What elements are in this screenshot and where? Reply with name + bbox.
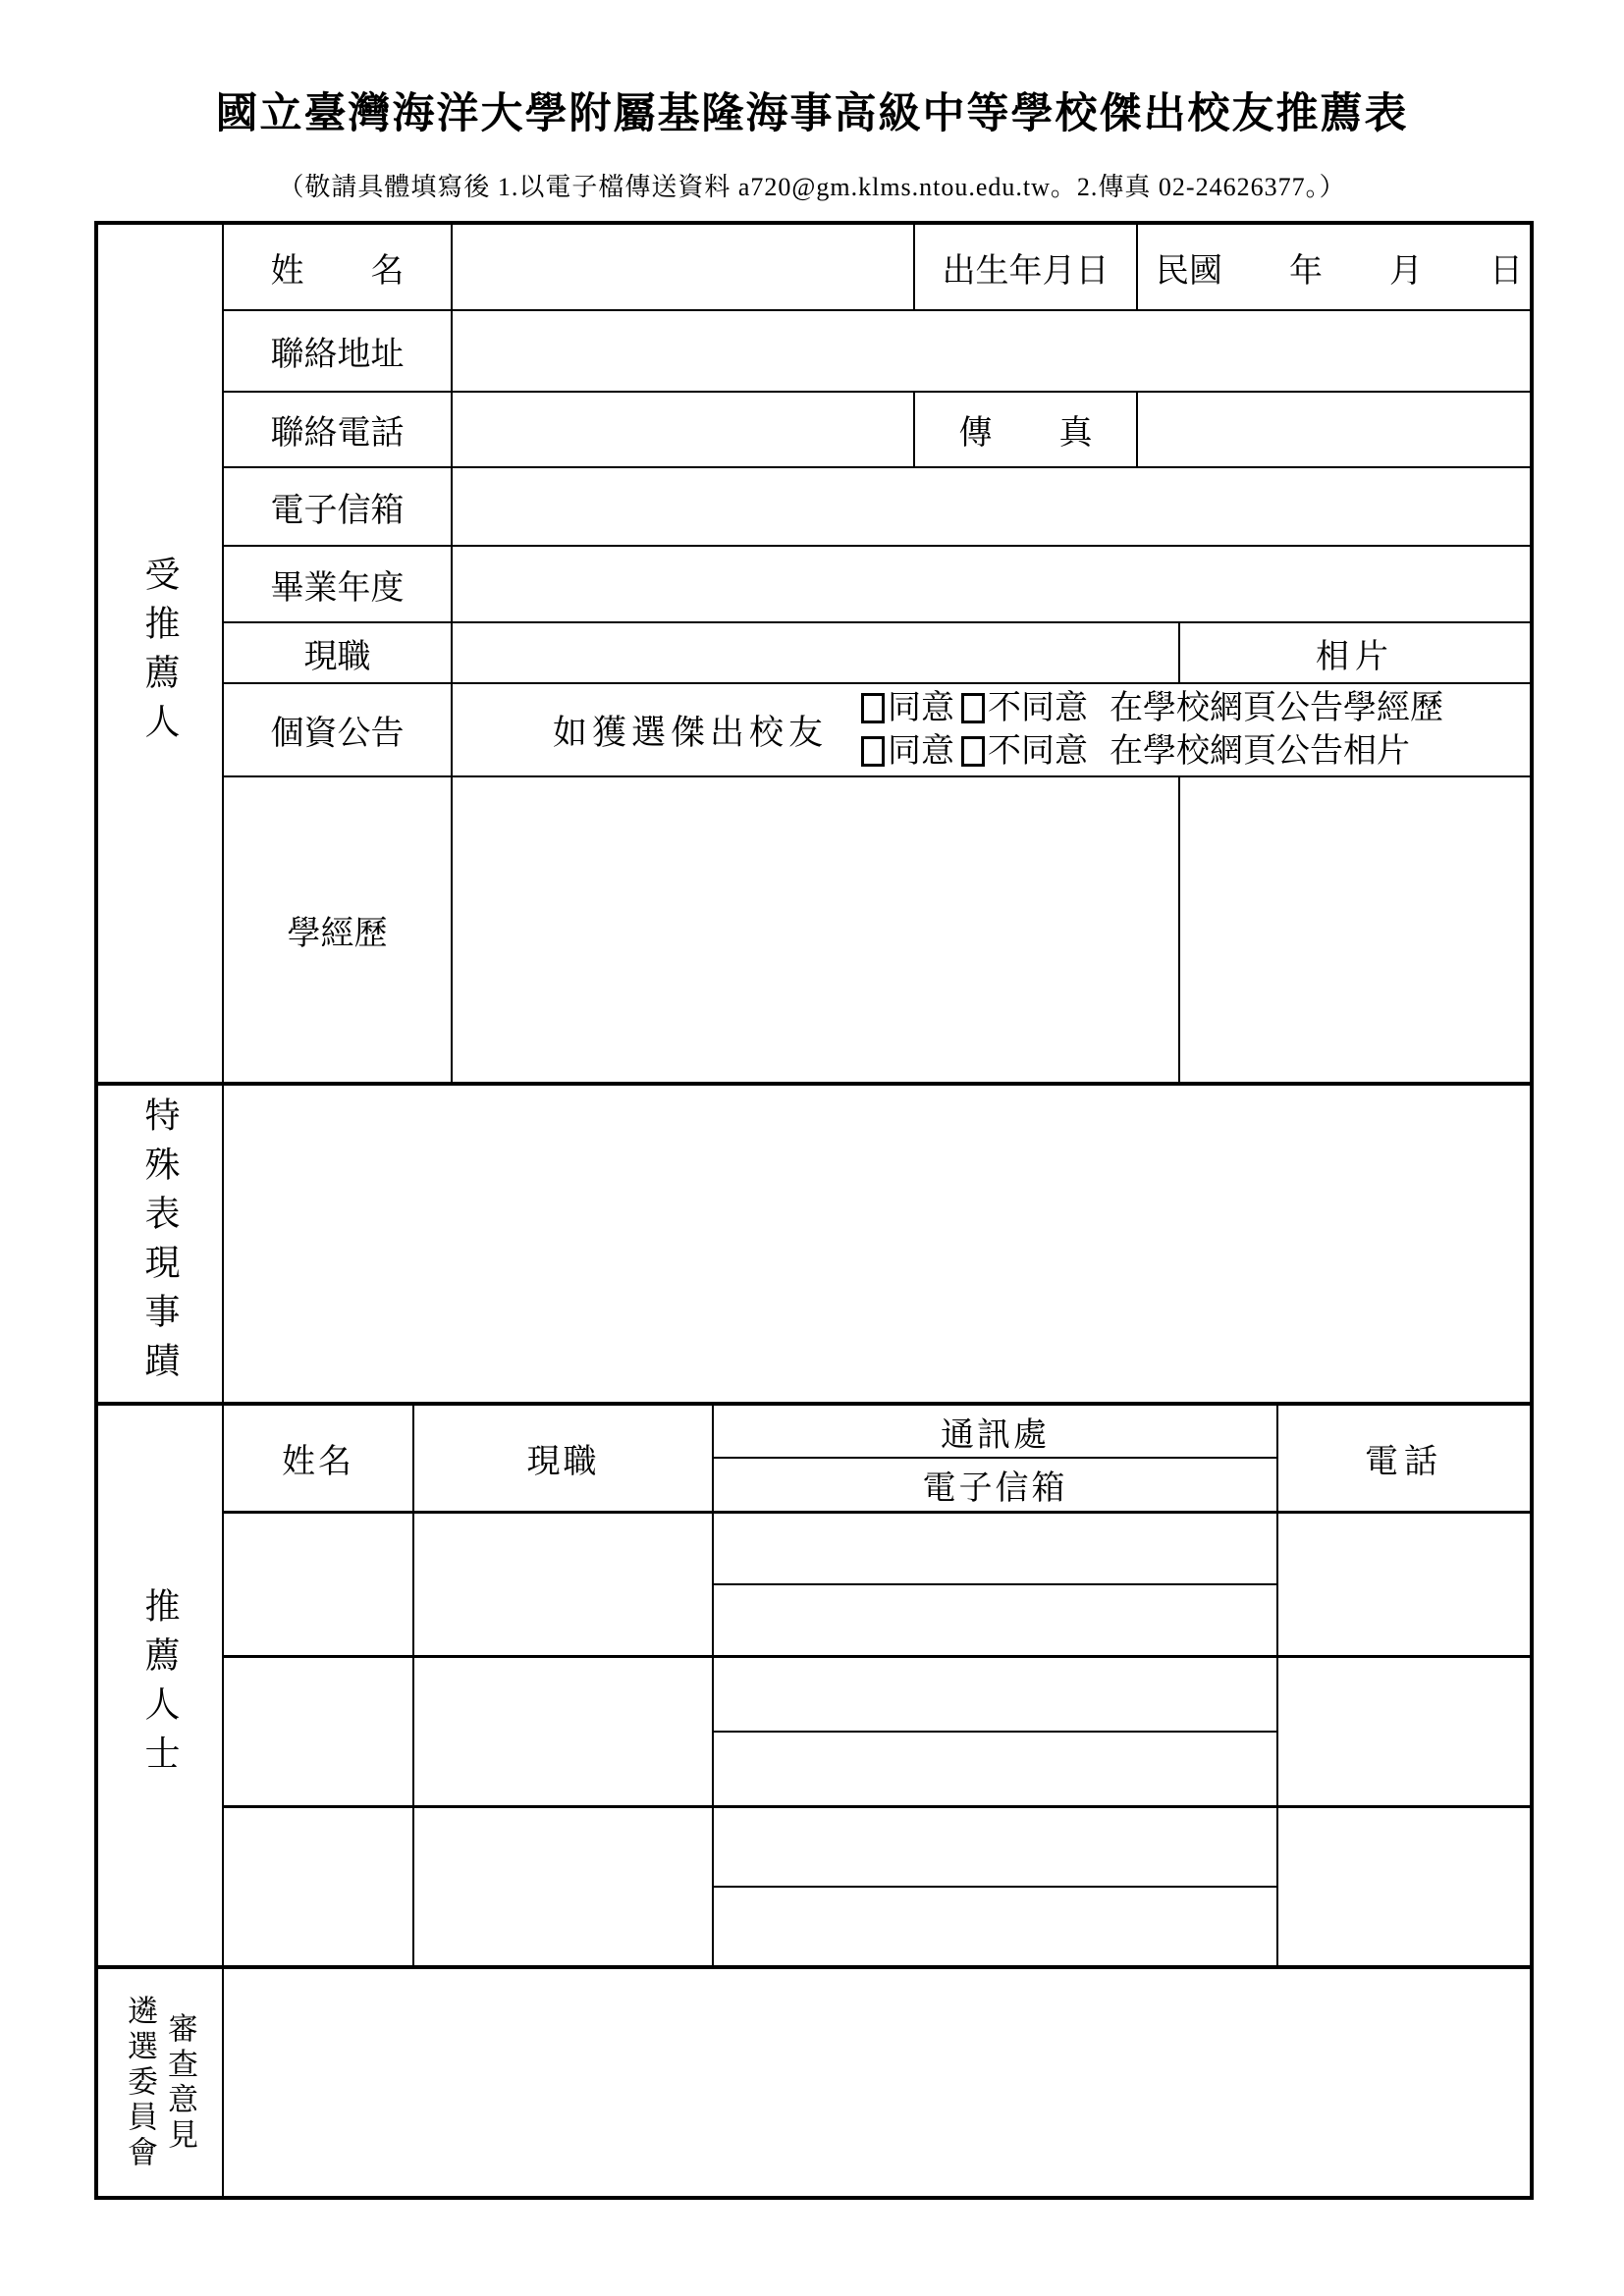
recommender-phone-field[interactable]	[1278, 1514, 1530, 1655]
email-row	[224, 468, 1530, 547]
nominee-section-label: 受推薦人	[140, 555, 180, 752]
resume-row	[224, 777, 1530, 1082]
committee-label-line2: 審查意見	[163, 2011, 197, 2154]
address-field[interactable]	[453, 311, 1530, 391]
recommender-job-field[interactable]	[414, 1658, 714, 1805]
privacy-intro: 如獲選傑出校友	[552, 713, 828, 752]
current-job-label: 現職	[224, 623, 453, 682]
current-job-field[interactable]	[453, 623, 1180, 682]
photo-area-extension[interactable]	[1180, 777, 1530, 1082]
achievements-field[interactable]	[224, 1086, 1530, 1402]
current-job-row	[224, 623, 1530, 684]
address-row	[224, 311, 1530, 393]
privacy-label: 個資公告	[224, 684, 453, 775]
committee-comments-field[interactable]	[224, 1969, 1530, 2196]
recommender-contact-header-group	[714, 1406, 1278, 1511]
nominee-section	[98, 225, 1530, 1086]
recommenders-section	[98, 1406, 1530, 1969]
recommender-contact-group	[714, 1808, 1278, 1965]
recommender-email-field[interactable]	[714, 1888, 1276, 1965]
name-field[interactable]	[453, 225, 915, 309]
email-field[interactable]	[453, 468, 1530, 545]
achievements-section-label: 特殊表現事蹟	[140, 1096, 180, 1391]
committee-section	[98, 1969, 1530, 2196]
agree-label: 同意	[888, 689, 954, 726]
phone-row	[224, 393, 1530, 468]
graduation-year-label: 畢業年度	[224, 547, 453, 621]
privacy-option-resume	[861, 687, 1443, 730]
disagree-checkbox[interactable]	[961, 693, 985, 723]
address-label: 聯絡地址	[224, 311, 453, 391]
recommenders-section-header	[98, 1406, 224, 1965]
recommendation-form-table	[94, 221, 1534, 2200]
achievements-section-header	[98, 1086, 224, 1402]
page-title: 國立臺灣海洋大學附屬基隆海事高級中等學校傑出校友推薦表	[215, 91, 1409, 137]
recommender-job-field[interactable]	[414, 1514, 714, 1655]
recommender-contact-group	[714, 1514, 1278, 1655]
recommender-email-header: 電子信箱	[922, 1470, 1068, 1507]
name-label: 姓 名	[224, 225, 453, 309]
recommenders-section-label: 推薦人士	[140, 1587, 180, 1784]
recommender-job-header: 現職	[414, 1406, 714, 1511]
committee-section-header	[98, 1969, 224, 2196]
disagree-label: 不同意	[988, 689, 1088, 726]
recommender-email-field[interactable]	[714, 1733, 1276, 1805]
recommender-name-field[interactable]	[224, 1808, 414, 1965]
resume-field[interactable]	[453, 777, 1180, 1082]
recommender-contact-group	[714, 1658, 1278, 1805]
fax-field[interactable]	[1138, 393, 1530, 466]
privacy-row	[224, 684, 1530, 777]
recommender-phone-field[interactable]	[1278, 1658, 1530, 1805]
phone-field[interactable]	[453, 393, 915, 466]
committee-label-line1: 遴選委員會	[123, 1994, 157, 2171]
graduation-year-field[interactable]	[453, 547, 1530, 621]
recommender-name-field[interactable]	[224, 1514, 414, 1655]
recommender-row-1	[224, 1514, 1530, 1658]
privacy-subject-photo: 在學校網頁公告相片	[1110, 732, 1410, 770]
achievements-section	[98, 1086, 1530, 1406]
recommender-contact-field[interactable]	[714, 1808, 1276, 1888]
phone-label: 聯絡電話	[224, 393, 453, 466]
agree-checkbox[interactable]	[861, 693, 885, 723]
disagree-checkbox[interactable]	[961, 736, 985, 767]
privacy-options-area	[453, 684, 1530, 775]
fax-label: 傳 真	[915, 393, 1138, 466]
privacy-subject-resume: 在學校網頁公告學經歷	[1110, 689, 1443, 726]
recommenders-header-row	[224, 1406, 1530, 1514]
agree-checkbox[interactable]	[861, 736, 885, 767]
graduation-year-row	[224, 547, 1530, 623]
recommender-contact-field[interactable]	[714, 1514, 1276, 1585]
recommender-email-field[interactable]	[714, 1585, 1276, 1655]
recommender-name-header: 姓名	[224, 1406, 414, 1511]
submission-instructions: （敬請具體填寫後 1.以電子檔傳送資料 a720@gm.klms.ntou.edu.tw。2.傳真 02-24626377。）	[278, 173, 1346, 201]
nominee-section-header	[98, 225, 224, 1082]
birthdate-label: 出生年月日	[915, 225, 1138, 309]
recommender-row-2	[224, 1658, 1530, 1808]
resume-label: 學經歷	[224, 777, 453, 1082]
recommender-phone-header: 電話	[1365, 1444, 1443, 1480]
recommender-job-field[interactable]	[414, 1808, 714, 1965]
photo-area[interactable]: 相片	[1316, 638, 1394, 675]
disagree-label: 不同意	[988, 732, 1088, 770]
recommender-contact-field[interactable]	[714, 1658, 1276, 1733]
name-row	[224, 225, 1530, 311]
privacy-option-photo	[861, 730, 1443, 774]
agree-label: 同意	[888, 732, 954, 770]
recommender-phone-field[interactable]	[1278, 1808, 1530, 1965]
birthdate-field[interactable]: 民國 年 月 日	[1156, 252, 1523, 290]
recommender-contact-header: 通訊處	[714, 1406, 1276, 1459]
recommender-row-3	[224, 1808, 1530, 1965]
recommender-name-field[interactable]	[224, 1658, 414, 1805]
email-label: 電子信箱	[224, 468, 453, 545]
